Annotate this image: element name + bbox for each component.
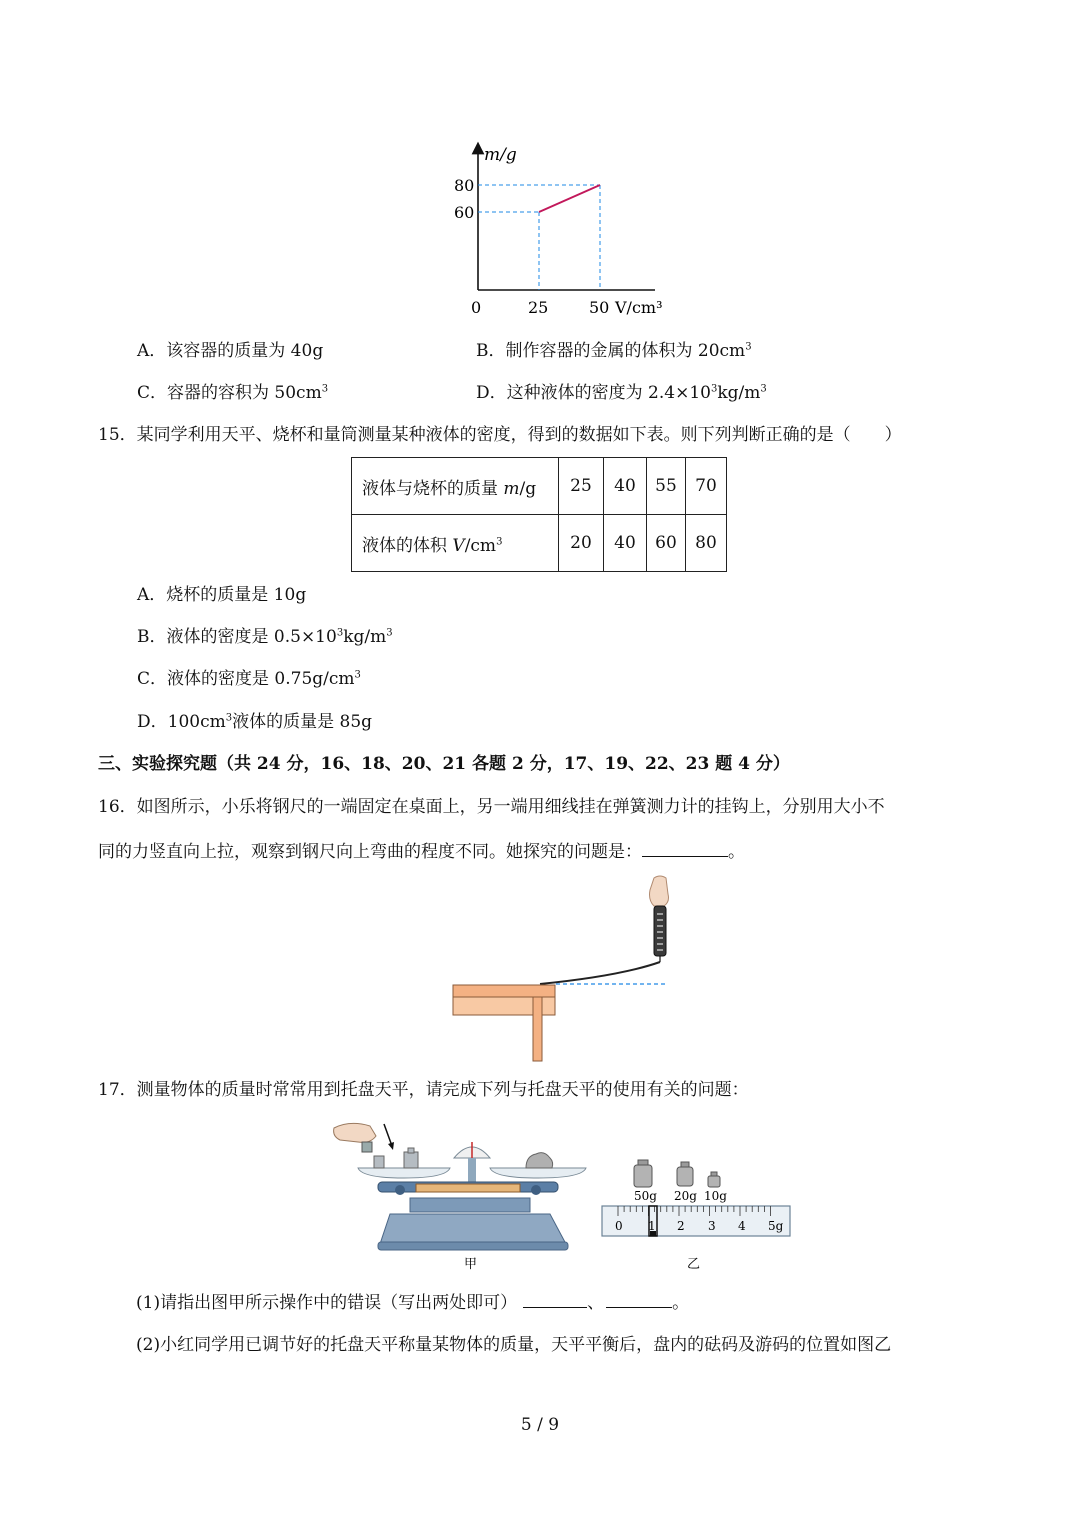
ruler-tick-label: 3 [708, 1219, 716, 1233]
weight-label: 50g [634, 1189, 657, 1203]
q17-sub2 [136, 1334, 891, 1356]
x-tick-label: 50 [589, 298, 610, 317]
question-text: 同的力竖直向上拉，观察到钢尺向上弯曲的程度不同。她探究的问题是： [98, 842, 642, 862]
y-tick-label: 80 [454, 176, 475, 195]
table-cell: 80 [686, 515, 727, 572]
q14-option-d [476, 382, 767, 404]
balance-figure [330, 1118, 592, 1278]
q17-stem [98, 1079, 749, 1101]
cell-unit: /g [519, 478, 537, 499]
superscript: 3 [321, 383, 329, 395]
section-heading: 三、实验探究题（共 24 分，16、18、20、21 各题 2 分，17、19、22、23 题 4 分） [98, 754, 790, 774]
superscript: 3 [386, 627, 393, 639]
desk-leg [533, 997, 542, 1061]
superscript: 3 [354, 669, 361, 681]
q15-data-table [351, 457, 727, 572]
option-text: 液体的密度是 0.5×10 [166, 627, 337, 647]
ruler-tick-label: 2 [677, 1219, 685, 1233]
option-label: B． [137, 627, 167, 647]
answer-blank[interactable] [642, 840, 728, 857]
option-text: 液体的密度是 0.75g/cm [167, 669, 355, 689]
question-text: 如图所示，小乐将钢尺的一端固定在桌面上，另一端用细线挂在弹簧测力计的挂钩上，分别用大小不 [136, 797, 885, 817]
option-text: kg/m [717, 383, 761, 403]
cell-label: 液体与烧杯的质量 [362, 478, 504, 499]
option-label: D． [476, 383, 507, 403]
option-text: 烧杯的质量是 10g [166, 585, 307, 605]
question-number: 15． [98, 425, 137, 445]
x-axis-label: V/cm³ [615, 298, 663, 317]
arrow-icon [384, 1124, 392, 1146]
table-header-cell [352, 515, 559, 572]
question-number: 17． [98, 1080, 137, 1100]
punctuation: 。 [728, 842, 745, 862]
hand-icon [650, 876, 669, 906]
q16-line2 [98, 840, 745, 863]
table-cell: 70 [686, 458, 727, 515]
question-text: 某同学利用天平、烧杯和量筒测量某种液体的密度，得到的数据如下表。则下列判断正确的是（ ） [136, 425, 902, 445]
option-text: 制作容器的金属的体积为 20cm [505, 341, 746, 361]
answer-blank[interactable] [606, 1291, 672, 1308]
question-number: 16． [98, 797, 137, 817]
figure-label-yi: 乙 [687, 1257, 701, 1272]
table-cell: 60 [647, 515, 686, 572]
table-row [352, 458, 727, 515]
weights-and-rider-figure [598, 1148, 798, 1274]
x-tick-label: 25 [528, 298, 549, 317]
superscript: 3 [496, 535, 503, 547]
option-text: 100cm [167, 712, 226, 732]
q15-option-d [137, 711, 372, 733]
superscript: 3 [760, 383, 767, 395]
answer-blank[interactable] [523, 1291, 587, 1308]
origin-label: 0 [471, 298, 482, 317]
page-number: 5 / 9 [520, 1415, 560, 1435]
cell-symbol: V [452, 535, 465, 556]
right-pan [490, 1168, 586, 1178]
desk-top [453, 985, 555, 997]
q14-option-c [137, 382, 328, 404]
table-cell: 20 [559, 515, 604, 572]
data-line [539, 185, 600, 212]
left-pan [358, 1168, 450, 1178]
cell-unit: /cm [464, 535, 497, 556]
option-label: C． [137, 669, 168, 689]
option-label: B． [476, 341, 506, 361]
punctuation: 、 [587, 1293, 605, 1313]
y-tick-label: 60 [454, 203, 475, 222]
table-header-cell [352, 458, 559, 515]
object-icon [526, 1153, 553, 1168]
ruler-tick-label: 0 [615, 1219, 623, 1233]
weight-icon [708, 1172, 720, 1187]
superscript: 3 [225, 712, 233, 724]
option-label: C． [137, 383, 168, 403]
ruler-tick-label: 4 [738, 1219, 746, 1233]
superscript: 3 [710, 383, 718, 395]
question-text: (1)请指出图甲所示操作中的错误（写出两处即可） [136, 1293, 518, 1313]
beam-scale [416, 1184, 520, 1192]
superscript: 3 [336, 627, 344, 639]
punctuation: 。 [672, 1293, 690, 1313]
option-text: kg/m [343, 627, 387, 647]
superscript: 3 [745, 341, 752, 353]
table-cell: 40 [604, 458, 647, 515]
table-cell: 55 [647, 458, 686, 515]
steel-ruler-figure [440, 872, 680, 1064]
option-label: D． [137, 712, 168, 732]
weight-label: 20g [674, 1189, 697, 1203]
option-text: 容器的容积为 50cm [167, 383, 322, 403]
mass-volume-graph [440, 140, 680, 320]
q15-option-a [137, 584, 306, 606]
option-text: 液体的质量是 85g [232, 712, 373, 732]
option-label: A． [137, 585, 167, 605]
table-cell: 25 [559, 458, 604, 515]
weight-label: 10g [704, 1189, 727, 1203]
option-text: 这种液体的密度为 2.4×10 [506, 383, 711, 403]
cell-label: 液体的体积 [362, 535, 453, 556]
q16-line1 [98, 796, 885, 818]
q17-sub1 [136, 1291, 689, 1314]
cell-symbol: m [503, 478, 520, 499]
q15-option-b [137, 626, 393, 648]
question-text: (2)小红同学用已调节好的托盘天平称量某物体的质量，天平平衡后，盘内的砝码及游码的位置如图乙 [136, 1335, 892, 1355]
table-cell: 40 [604, 515, 647, 572]
ruler-tick-label: 5g [768, 1219, 784, 1233]
ruler-tick-label: 1 [648, 1219, 656, 1233]
y-axis-label: m/g [484, 145, 517, 165]
option-text: 该容器的质量为 40g [166, 341, 324, 361]
balance-base [380, 1214, 566, 1244]
hand-icon [334, 1123, 376, 1142]
q14-option-b [476, 340, 752, 362]
weight-icon [634, 1160, 652, 1187]
question-text: 测量物体的质量时常常用到托盘天平，请完成下列与托盘天平的使用有关的问题： [136, 1080, 749, 1100]
q15-stem [98, 424, 902, 446]
table-row [352, 515, 727, 572]
figure-label-jia: 甲 [464, 1257, 478, 1272]
weight-icon [677, 1162, 693, 1186]
graph-guides [478, 185, 600, 290]
q14-option-a [137, 340, 323, 362]
q15-option-c [137, 668, 361, 690]
steel-ruler [540, 962, 660, 984]
option-label: A． [137, 341, 167, 361]
